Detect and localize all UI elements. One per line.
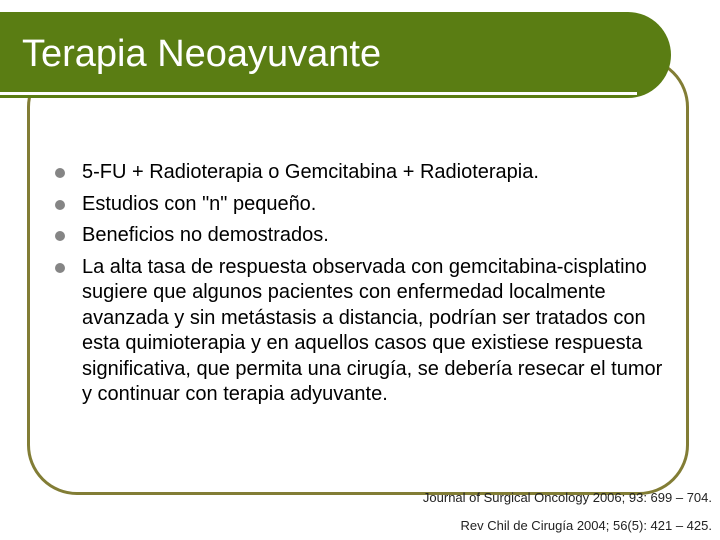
bullet-dot-icon [55, 231, 65, 241]
bullet-dot-icon [55, 263, 65, 273]
bullet-item [54, 255, 674, 408]
bullet-dot-icon [55, 168, 65, 178]
reference-citation: Journal of Surgical Oncology 2006; 93: 699 – 704. [422, 490, 712, 505]
bullet-item [54, 192, 674, 218]
bullet-dot-icon [55, 200, 65, 210]
title-underline [0, 92, 637, 95]
bullet-text: La alta tasa de respuesta observada con gemcitabina-cisplatino sugiere que algunos pacientes con enfermedad localmente avanzada y sin metástasis a distancia, podrían ser tratados con esta quimioterapia y en aquellos casos que existiese respuesta significativa, que permita una cirugía, se debería resecar el tumor y continuar con terapia adyuvante. [82, 255, 663, 405]
bullet-list [54, 160, 674, 414]
bullet-item [54, 223, 674, 249]
bullet-text: Estudios con "n" pequeño. [82, 192, 317, 215]
bullet-item [54, 160, 674, 186]
slide-title: Terapia Neoayuvante [22, 33, 382, 75]
bullet-text: Beneficios no demostrados. [82, 224, 329, 246]
bullet-text: 5-FU + Radioterapia o Gemcitabina + Radioterapia. [82, 161, 539, 183]
reference-citation: Rev Chil de Cirugía 2004; 56(5): 421 – 425. [460, 518, 712, 533]
